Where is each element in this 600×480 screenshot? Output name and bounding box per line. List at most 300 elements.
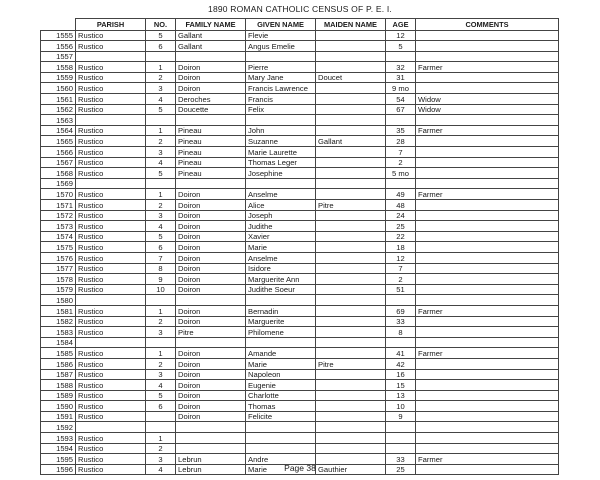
parish-cell: Rustico [76, 189, 146, 200]
table-row [41, 316, 559, 327]
header-family-name: FAMILY NAME [176, 19, 246, 31]
given-name-cell: Anselme [246, 252, 316, 263]
table-row [41, 189, 559, 200]
comments-cell [416, 83, 559, 94]
table-body [41, 30, 559, 475]
row-number: 1555 [41, 30, 76, 41]
parish-cell: Rustico [76, 284, 146, 295]
family-name-cell: Doucette [176, 104, 246, 115]
table-row [41, 401, 559, 412]
number-cell: 3 [146, 327, 176, 338]
given-name-cell [246, 433, 316, 444]
family-name-cell: Doiron [176, 284, 246, 295]
family-name-cell: Lebrun [176, 454, 246, 465]
given-name-cell: Thomas [246, 401, 316, 412]
table-row [41, 94, 559, 105]
number-cell: 9 [146, 274, 176, 285]
parish-cell: Rustico [76, 380, 146, 391]
row-number: 1579 [41, 284, 76, 295]
parish-cell [76, 115, 146, 126]
family-name-cell: Doiron [176, 380, 246, 391]
comments-cell [416, 136, 559, 147]
row-number: 1578 [41, 274, 76, 285]
maiden-name-cell [316, 274, 386, 285]
given-name-cell: Judithe Soeur [246, 284, 316, 295]
family-name-cell: Gallant [176, 30, 246, 41]
comments-cell [416, 358, 559, 369]
maiden-name-cell [316, 210, 386, 221]
number-cell: 1 [146, 348, 176, 359]
table-row [41, 380, 559, 391]
table-row [41, 263, 559, 274]
row-number: 1580 [41, 295, 76, 306]
given-name-cell: Amande [246, 348, 316, 359]
header-comments: COMMENTS [416, 19, 559, 31]
age-cell: 69 [386, 305, 416, 316]
row-number: 1588 [41, 380, 76, 391]
age-cell [386, 295, 416, 306]
number-cell: 6 [146, 242, 176, 253]
comments-cell [416, 168, 559, 179]
number-cell [146, 337, 176, 348]
parish-cell: Rustico [76, 305, 146, 316]
age-cell: 22 [386, 231, 416, 242]
parish-cell: Rustico [76, 210, 146, 221]
age-cell [386, 433, 416, 444]
family-name-cell [176, 178, 246, 189]
number-cell: 4 [146, 380, 176, 391]
number-cell: 1 [146, 305, 176, 316]
comments-cell [416, 274, 559, 285]
row-number: 1567 [41, 157, 76, 168]
given-name-cell: Philomene [246, 327, 316, 338]
row-number: 1563 [41, 115, 76, 126]
comments-cell: Farmer [416, 189, 559, 200]
age-cell: 25 [386, 221, 416, 232]
given-name-cell: Felicite [246, 411, 316, 422]
maiden-name-cell [316, 41, 386, 52]
table-row [41, 210, 559, 221]
comments-cell [416, 115, 559, 126]
family-name-cell: Gallant [176, 41, 246, 52]
parish-cell: Rustico [76, 358, 146, 369]
family-name-cell: Pineau [176, 136, 246, 147]
age-cell: 7 [386, 147, 416, 158]
parish-cell [76, 51, 146, 62]
family-name-cell: Deroches [176, 94, 246, 105]
parish-cell: Rustico [76, 221, 146, 232]
maiden-name-cell [316, 221, 386, 232]
row-number: 1583 [41, 327, 76, 338]
age-cell: 2 [386, 274, 416, 285]
table-row [41, 443, 559, 454]
maiden-name-cell [316, 401, 386, 412]
family-name-cell: Pineau [176, 147, 246, 158]
family-name-cell: Doiron [176, 369, 246, 380]
table-row [41, 157, 559, 168]
family-name-cell [176, 433, 246, 444]
given-name-cell: Angus Emelie [246, 41, 316, 52]
age-cell: 13 [386, 390, 416, 401]
given-name-cell: Felix [246, 104, 316, 115]
given-name-cell [246, 178, 316, 189]
age-cell: 48 [386, 200, 416, 211]
age-cell [386, 337, 416, 348]
family-name-cell: Doiron [176, 221, 246, 232]
maiden-name-cell [316, 189, 386, 200]
table-row [41, 115, 559, 126]
given-name-cell: Alice [246, 200, 316, 211]
family-name-cell: Doiron [176, 231, 246, 242]
parish-cell: Rustico [76, 41, 146, 52]
number-cell: 2 [146, 443, 176, 454]
comments-cell [416, 390, 559, 401]
number-cell: 2 [146, 72, 176, 83]
parish-cell: Rustico [76, 62, 146, 73]
age-cell: 10 [386, 401, 416, 412]
comments-cell [416, 221, 559, 232]
row-number: 1561 [41, 94, 76, 105]
table-row [41, 327, 559, 338]
given-name-cell [246, 443, 316, 454]
comments-cell [416, 316, 559, 327]
number-cell: 2 [146, 136, 176, 147]
age-cell: 32 [386, 62, 416, 73]
given-name-cell: Joseph [246, 210, 316, 221]
number-cell: 4 [146, 157, 176, 168]
header-row-number [41, 19, 76, 31]
comments-cell: Farmer [416, 348, 559, 359]
maiden-name-cell [316, 157, 386, 168]
row-number: 1587 [41, 369, 76, 380]
maiden-name-cell [316, 284, 386, 295]
given-name-cell: Marie [246, 358, 316, 369]
row-number: 1586 [41, 358, 76, 369]
number-cell: 4 [146, 221, 176, 232]
row-number: 1556 [41, 41, 76, 52]
table-row [41, 178, 559, 189]
given-name-cell: Francis [246, 94, 316, 105]
number-cell [146, 51, 176, 62]
header-parish: PARISH [76, 19, 146, 31]
comments-cell [416, 443, 559, 454]
comments-cell: Farmer [416, 305, 559, 316]
maiden-name-cell [316, 380, 386, 391]
given-name-cell: John [246, 125, 316, 136]
family-name-cell: Doiron [176, 316, 246, 327]
header-row [41, 19, 559, 31]
page-title: 1890 ROMAN CATHOLIC CENSUS OF P. E. I. [208, 4, 392, 14]
age-cell: 24 [386, 210, 416, 221]
maiden-name-cell [316, 305, 386, 316]
age-cell: 9 [386, 411, 416, 422]
number-cell [146, 178, 176, 189]
maiden-name-cell [316, 295, 386, 306]
maiden-name-cell: Doucet [316, 72, 386, 83]
given-name-cell: Francis Lawrence [246, 83, 316, 94]
maiden-name-cell: Pitre [316, 358, 386, 369]
maiden-name-cell [316, 178, 386, 189]
row-number: 1593 [41, 433, 76, 444]
table-row [41, 41, 559, 52]
parish-cell: Rustico [76, 464, 146, 475]
row-number: 1577 [41, 263, 76, 274]
header-age: AGE [386, 19, 416, 31]
parish-cell: Rustico [76, 316, 146, 327]
given-name-cell: Isidore [246, 263, 316, 274]
header-given-name: GIVEN NAME [246, 19, 316, 31]
maiden-name-cell [316, 83, 386, 94]
row-number: 1585 [41, 348, 76, 359]
header-no: NO. [146, 19, 176, 31]
number-cell: 5 [146, 390, 176, 401]
parish-cell: Rustico [76, 411, 146, 422]
number-cell [146, 422, 176, 433]
number-cell: 3 [146, 83, 176, 94]
row-number: 1566 [41, 147, 76, 158]
parish-cell [76, 295, 146, 306]
age-cell: 5 mo [386, 168, 416, 179]
table-row [41, 62, 559, 73]
table-row [41, 337, 559, 348]
comments-cell [416, 337, 559, 348]
row-number: 1575 [41, 242, 76, 253]
given-name-cell: Marie [246, 242, 316, 253]
parish-cell: Rustico [76, 401, 146, 412]
comments-cell [416, 401, 559, 412]
table-row [41, 83, 559, 94]
given-name-cell: Marguerite [246, 316, 316, 327]
parish-cell [76, 422, 146, 433]
age-cell: 49 [386, 189, 416, 200]
maiden-name-cell [316, 263, 386, 274]
number-cell: 6 [146, 41, 176, 52]
family-name-cell: Doiron [176, 348, 246, 359]
table-header [41, 19, 559, 31]
given-name-cell: Napoleon [246, 369, 316, 380]
maiden-name-cell [316, 433, 386, 444]
row-number: 1570 [41, 189, 76, 200]
comments-cell [416, 41, 559, 52]
comments-cell [416, 252, 559, 263]
given-name-cell: Xavier [246, 231, 316, 242]
row-number: 1569 [41, 178, 76, 189]
number-cell: 2 [146, 200, 176, 211]
maiden-name-cell [316, 168, 386, 179]
table-row [41, 30, 559, 41]
maiden-name-cell [316, 369, 386, 380]
parish-cell [76, 337, 146, 348]
comments-cell [416, 295, 559, 306]
family-name-cell: Doiron [176, 72, 246, 83]
parish-cell: Rustico [76, 30, 146, 41]
row-number: 1557 [41, 51, 76, 62]
age-cell: 25 [386, 464, 416, 475]
parish-cell: Rustico [76, 443, 146, 454]
table-row [41, 147, 559, 158]
number-cell [146, 411, 176, 422]
maiden-name-cell [316, 94, 386, 105]
table-row [41, 390, 559, 401]
family-name-cell: Doiron [176, 305, 246, 316]
family-name-cell: Pineau [176, 125, 246, 136]
row-number: 1594 [41, 443, 76, 454]
row-number: 1595 [41, 454, 76, 465]
maiden-name-cell [316, 337, 386, 348]
number-cell: 10 [146, 284, 176, 295]
parish-cell: Rustico [76, 390, 146, 401]
age-cell: 42 [386, 358, 416, 369]
maiden-name-cell [316, 242, 386, 253]
parish-cell: Rustico [76, 348, 146, 359]
table-row [41, 231, 559, 242]
family-name-cell: Doiron [176, 252, 246, 263]
age-cell [386, 443, 416, 454]
table-row [41, 104, 559, 115]
age-cell [386, 115, 416, 126]
number-cell: 1 [146, 62, 176, 73]
parish-cell: Rustico [76, 242, 146, 253]
comments-cell [416, 30, 559, 41]
given-name-cell: Charlotte [246, 390, 316, 401]
row-number: 1589 [41, 390, 76, 401]
age-cell: 2 [386, 157, 416, 168]
maiden-name-cell [316, 316, 386, 327]
given-name-cell [246, 295, 316, 306]
number-cell: 1 [146, 189, 176, 200]
row-number: 1571 [41, 200, 76, 211]
row-number: 1564 [41, 125, 76, 136]
table-row [41, 422, 559, 433]
age-cell: 18 [386, 242, 416, 253]
parish-cell: Rustico [76, 263, 146, 274]
maiden-name-cell [316, 327, 386, 338]
comments-cell [416, 242, 559, 253]
maiden-name-cell [316, 30, 386, 41]
parish-cell: Rustico [76, 104, 146, 115]
table-row [41, 136, 559, 147]
maiden-name-cell [316, 104, 386, 115]
age-cell: 54 [386, 94, 416, 105]
parish-cell: Rustico [76, 72, 146, 83]
parish-cell: Rustico [76, 200, 146, 211]
page-number: Page 38 [284, 463, 316, 473]
row-number: 1568 [41, 168, 76, 179]
family-name-cell: Doiron [176, 189, 246, 200]
number-cell: 4 [146, 464, 176, 475]
comments-cell: Widow [416, 104, 559, 115]
row-number: 1591 [41, 411, 76, 422]
comments-cell [416, 51, 559, 62]
table-row [41, 252, 559, 263]
comments-cell [416, 411, 559, 422]
number-cell [146, 115, 176, 126]
family-name-cell: Doiron [176, 401, 246, 412]
row-number: 1592 [41, 422, 76, 433]
age-cell: 16 [386, 369, 416, 380]
given-name-cell: Bernadin [246, 305, 316, 316]
maiden-name-cell [316, 411, 386, 422]
number-cell: 5 [146, 168, 176, 179]
number-cell: 5 [146, 104, 176, 115]
number-cell: 1 [146, 125, 176, 136]
given-name-cell: Marie Laurette [246, 147, 316, 158]
maiden-name-cell [316, 147, 386, 158]
given-name-cell: Flevie [246, 30, 316, 41]
parish-cell: Rustico [76, 433, 146, 444]
table-row [41, 274, 559, 285]
comments-cell [416, 200, 559, 211]
table-row [41, 305, 559, 316]
table-row [41, 125, 559, 136]
comments-cell [416, 433, 559, 444]
age-cell: 51 [386, 284, 416, 295]
age-cell [386, 51, 416, 62]
parish-cell: Rustico [76, 168, 146, 179]
given-name-cell: Judithe [246, 221, 316, 232]
row-number: 1574 [41, 231, 76, 242]
number-cell: 5 [146, 231, 176, 242]
comments-cell [416, 263, 559, 274]
comments-cell: Farmer [416, 62, 559, 73]
number-cell: 6 [146, 401, 176, 412]
row-number: 1582 [41, 316, 76, 327]
table-row [41, 168, 559, 179]
parish-cell: Rustico [76, 231, 146, 242]
row-number: 1558 [41, 62, 76, 73]
given-name-cell [246, 422, 316, 433]
table-row [41, 295, 559, 306]
table-row [41, 358, 559, 369]
family-name-cell: Lebrun [176, 464, 246, 475]
maiden-name-cell [316, 62, 386, 73]
parish-cell [76, 178, 146, 189]
header-maiden-name: MAIDEN NAME [316, 19, 386, 31]
age-cell: 33 [386, 316, 416, 327]
table-row [41, 284, 559, 295]
family-name-cell [176, 295, 246, 306]
family-name-cell [176, 443, 246, 454]
number-cell: 3 [146, 454, 176, 465]
parish-cell: Rustico [76, 454, 146, 465]
age-cell [386, 422, 416, 433]
row-number: 1584 [41, 337, 76, 348]
maiden-name-cell [316, 348, 386, 359]
age-cell: 67 [386, 104, 416, 115]
family-name-cell [176, 51, 246, 62]
number-cell: 5 [146, 30, 176, 41]
row-number: 1565 [41, 136, 76, 147]
maiden-name-cell: Gauthier [316, 464, 386, 475]
comments-cell [416, 380, 559, 391]
family-name-cell: Doiron [176, 263, 246, 274]
row-number: 1560 [41, 83, 76, 94]
maiden-name-cell [316, 390, 386, 401]
table-row [41, 221, 559, 232]
number-cell: 2 [146, 358, 176, 369]
age-cell: 12 [386, 30, 416, 41]
family-name-cell [176, 337, 246, 348]
comments-cell [416, 147, 559, 158]
given-name-cell: Josephine [246, 168, 316, 179]
family-name-cell: Pineau [176, 157, 246, 168]
census-table [40, 18, 559, 475]
family-name-cell: Doiron [176, 274, 246, 285]
table-row [41, 348, 559, 359]
given-name-cell [246, 115, 316, 126]
number-cell: 8 [146, 263, 176, 274]
comments-cell [416, 327, 559, 338]
